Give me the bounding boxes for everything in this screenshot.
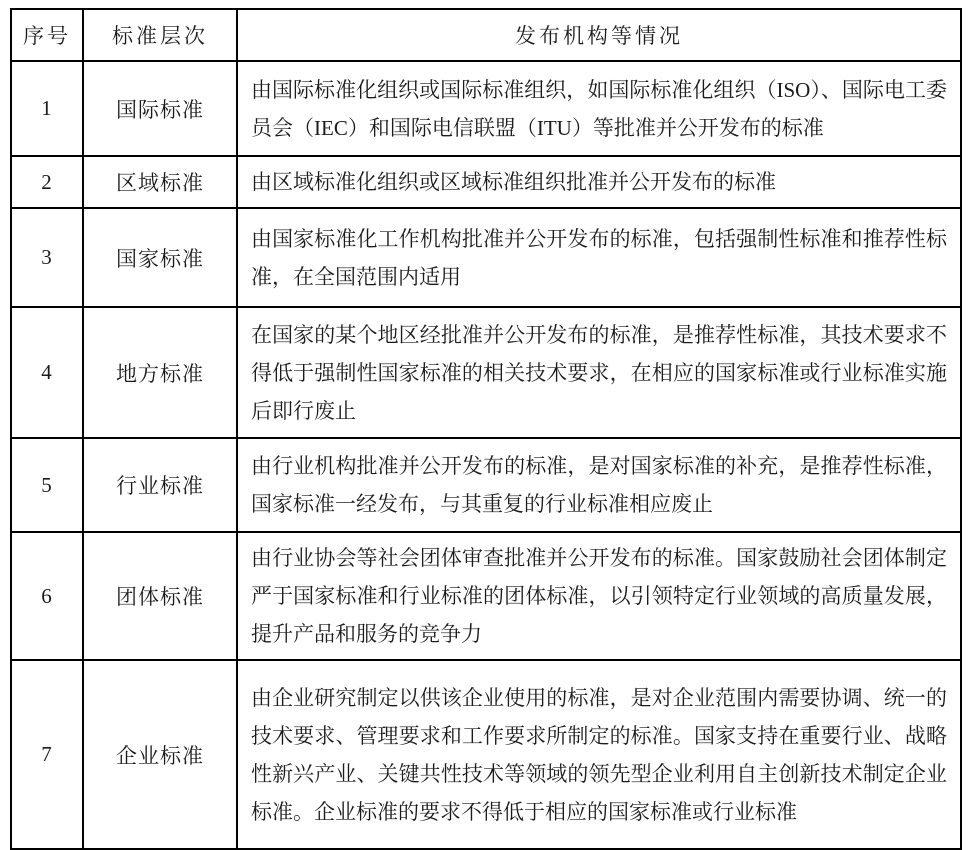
standard-desc-cell: 由行业机构批准并公开发布的标准，是对国家标准的补充，是推荐性标准，国家标准一经发布，与其重复的行业标准相应废止 [237,438,961,532]
standard-desc-cell: 由企业研究制定以供该企业使用的标准，是对企业范围内需要协调、统一的技术要求、管理要求和工作要求所制定的标准。国家支持在重要行业、战略性新兴产业、关键共性技术等领域的领先型企业利用自主创新技术制定企业标准。企业标准的要求不得低于相应的国家标准或行业标准 [237,660,961,849]
standards-table [10,8,962,850]
row-number-cell: 1 [11,61,83,156]
standard-desc-cell: 由国家标准化工作机构批准并公开发布的标准，包括强制性标准和推荐性标准，在全国范围内适用 [237,208,961,307]
header-cell-desc: 发布机构等情况 [237,9,961,61]
row-number-cell: 3 [11,208,83,307]
standards-table-container [10,8,962,850]
row-number-cell: 2 [11,156,83,208]
row-number-cell: 6 [11,532,83,660]
table-row [11,307,961,438]
table-row [11,660,961,849]
standard-level-cell: 区域标准 [83,156,237,208]
header-cell-level: 标准层次 [83,9,237,61]
table-row [11,156,961,208]
header-cell-no: 序号 [11,9,83,61]
standard-level-cell: 地方标准 [83,307,237,438]
standard-level-cell: 国家标准 [83,208,237,307]
standard-desc-cell: 在国家的某个地区经批准并公开发布的标准，是推荐性标准，其技术要求不得低于强制性国家标准的相关技术要求，在相应的国家标准或行业标准实施后即行废止 [237,307,961,438]
standard-level-cell: 团体标准 [83,532,237,660]
table-body [11,61,961,849]
standard-level-cell: 行业标准 [83,438,237,532]
standard-desc-cell: 由行业协会等社会团体审查批准并公开发布的标准。国家鼓励社会团体制定严于国家标准和行业标准的团体标准，以引领特定行业领域的高质量发展，提升产品和服务的竞争力 [237,532,961,660]
table-row [11,61,961,156]
table-row [11,438,961,532]
row-number-cell: 5 [11,438,83,532]
table-row [11,532,961,660]
row-number-cell: 7 [11,660,83,849]
table-header [11,9,961,61]
standard-desc-cell: 由国际标准化组织或国际标准组织，如国际标准化组织（ISO）、国际电工委员会（IEC）和国际电信联盟（ITU）等批准并公开发布的标准 [237,61,961,156]
standard-level-cell: 企业标准 [83,660,237,849]
row-number-cell: 4 [11,307,83,438]
header-row [11,9,961,61]
table-row [11,208,961,307]
standard-level-cell: 国际标准 [83,61,237,156]
standard-desc-cell: 由区域标准化组织或区域标准组织批准并公开发布的标准 [237,156,961,208]
